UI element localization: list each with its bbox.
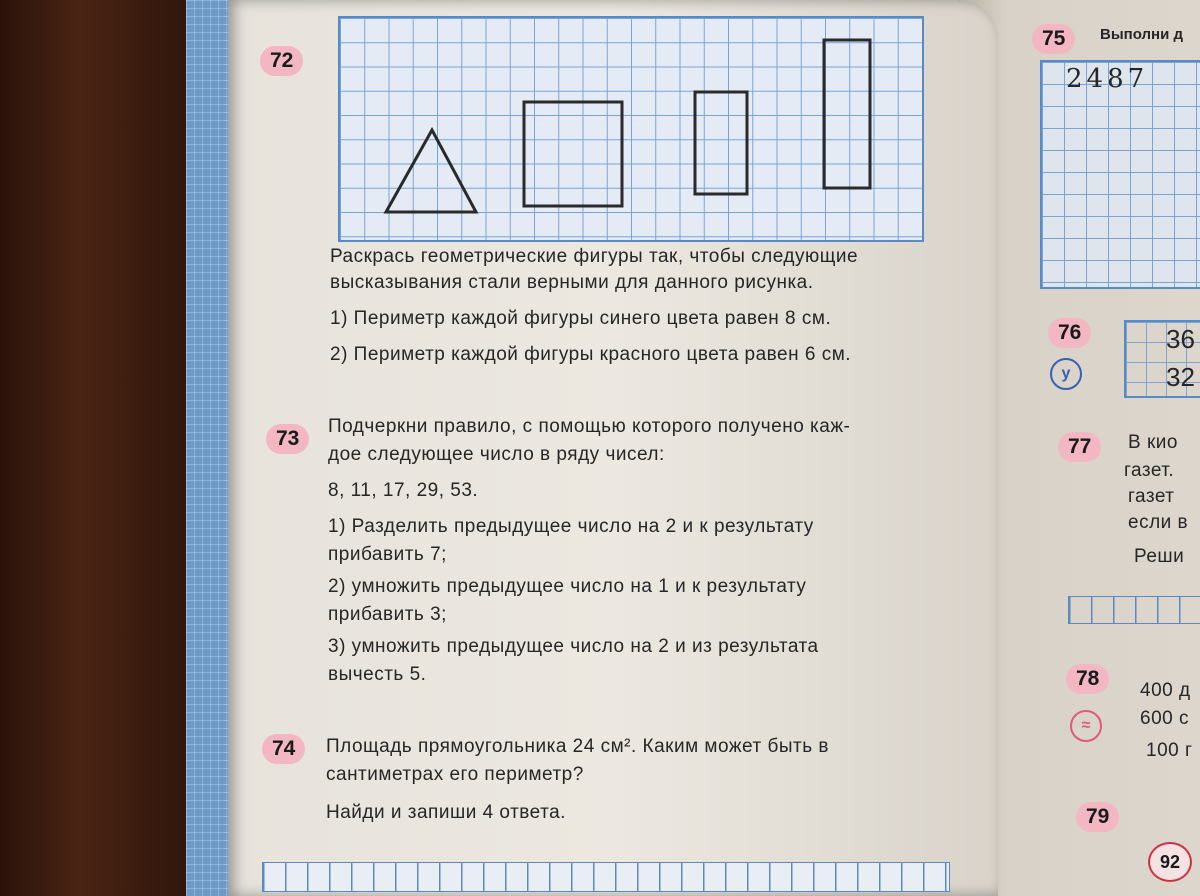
triangle-shape — [386, 130, 476, 212]
task-72-item1: 1) Периметр каждой фигуры синего цвета равен 8 см. — [330, 308, 832, 329]
task-78-line1: 400 д — [1140, 680, 1191, 701]
task-77-line4: если в — [1128, 512, 1189, 533]
task-73-badge: 73 — [266, 424, 309, 454]
task-74-line1: Площадь прямоугольника 24 см². Каким может быть в — [326, 736, 829, 757]
pencil-circle-icon: ≈ — [1070, 710, 1102, 742]
answer-cells-row[interactable] — [262, 862, 950, 892]
task-73-option1-line1: 1) Разделить предыдущее число на 2 и к результату — [328, 516, 814, 537]
small-rectangle-shape — [695, 92, 747, 194]
page-number: 92 — [1148, 842, 1192, 882]
drawing-grid — [338, 16, 924, 242]
task-73-option2-line2: прибавить 3; — [328, 604, 447, 625]
task-77-line5: Реши — [1134, 546, 1185, 567]
task-79-badge: 79 — [1076, 802, 1119, 832]
task-78-line3: 100 г — [1146, 740, 1193, 761]
task-77-line2: газет. — [1124, 460, 1175, 481]
u-circle-icon: у — [1050, 358, 1082, 390]
tall-rectangle-shape — [824, 40, 870, 188]
task-73-option3-line2: вычесть 5. — [328, 664, 427, 685]
square-shape — [524, 102, 622, 206]
task-72-line2: высказывания стали верными для данного рисунка. — [330, 272, 814, 293]
task-74-line3: Найди и запиши 4 ответа. — [326, 802, 566, 823]
task-77-answer-cells[interactable] — [1068, 596, 1200, 624]
handwritten-number: 2487 — [1066, 64, 1149, 94]
task-75-badge: 75 — [1032, 24, 1075, 54]
wooden-table — [0, 0, 200, 896]
grid-value-1: 36 — [1166, 324, 1195, 354]
task-77-line3: газет — [1128, 486, 1175, 507]
task-78-badge: 78 — [1066, 664, 1109, 694]
task-73-option2-line1: 2) умножить предыдущее число на 1 и к результату — [328, 576, 807, 597]
task-77-badge: 77 — [1058, 432, 1101, 462]
task-73-option3-line1: 3) умножить предыдущее число на 2 и из результата — [328, 636, 819, 657]
task-73-line2: дое следующее число в ряду чисел: — [328, 444, 665, 465]
task-73-sequence: 8, 11, 17, 29, 53. — [328, 480, 479, 501]
task-72-badge: 72 — [260, 46, 303, 76]
task-74-line2: сантиметрах его периметр? — [326, 764, 584, 785]
task-73-line1: Подчеркни правило, с помощью которого получено каж- — [328, 416, 851, 437]
task-72-item2: 2) Периметр каждой фигуры красного цвета равен 6 см. — [330, 344, 852, 365]
task-75-heading: Выполни д — [1100, 26, 1183, 43]
task-78-line2: 600 с — [1140, 708, 1189, 729]
right-grid — [1040, 60, 1200, 289]
task-74-badge: 74 — [262, 734, 305, 764]
task-76-grid — [1124, 320, 1200, 398]
grid-value-2: 32 — [1166, 362, 1195, 392]
shapes-layer — [340, 18, 922, 240]
task-77-line1: В кио — [1128, 432, 1178, 453]
task-76-badge: 76 — [1048, 318, 1091, 348]
task-72-line1: Раскрась геометрические фигуры так, чтобы следующие — [330, 246, 859, 267]
task-73-option1-line2: прибавить 7; — [328, 544, 447, 565]
